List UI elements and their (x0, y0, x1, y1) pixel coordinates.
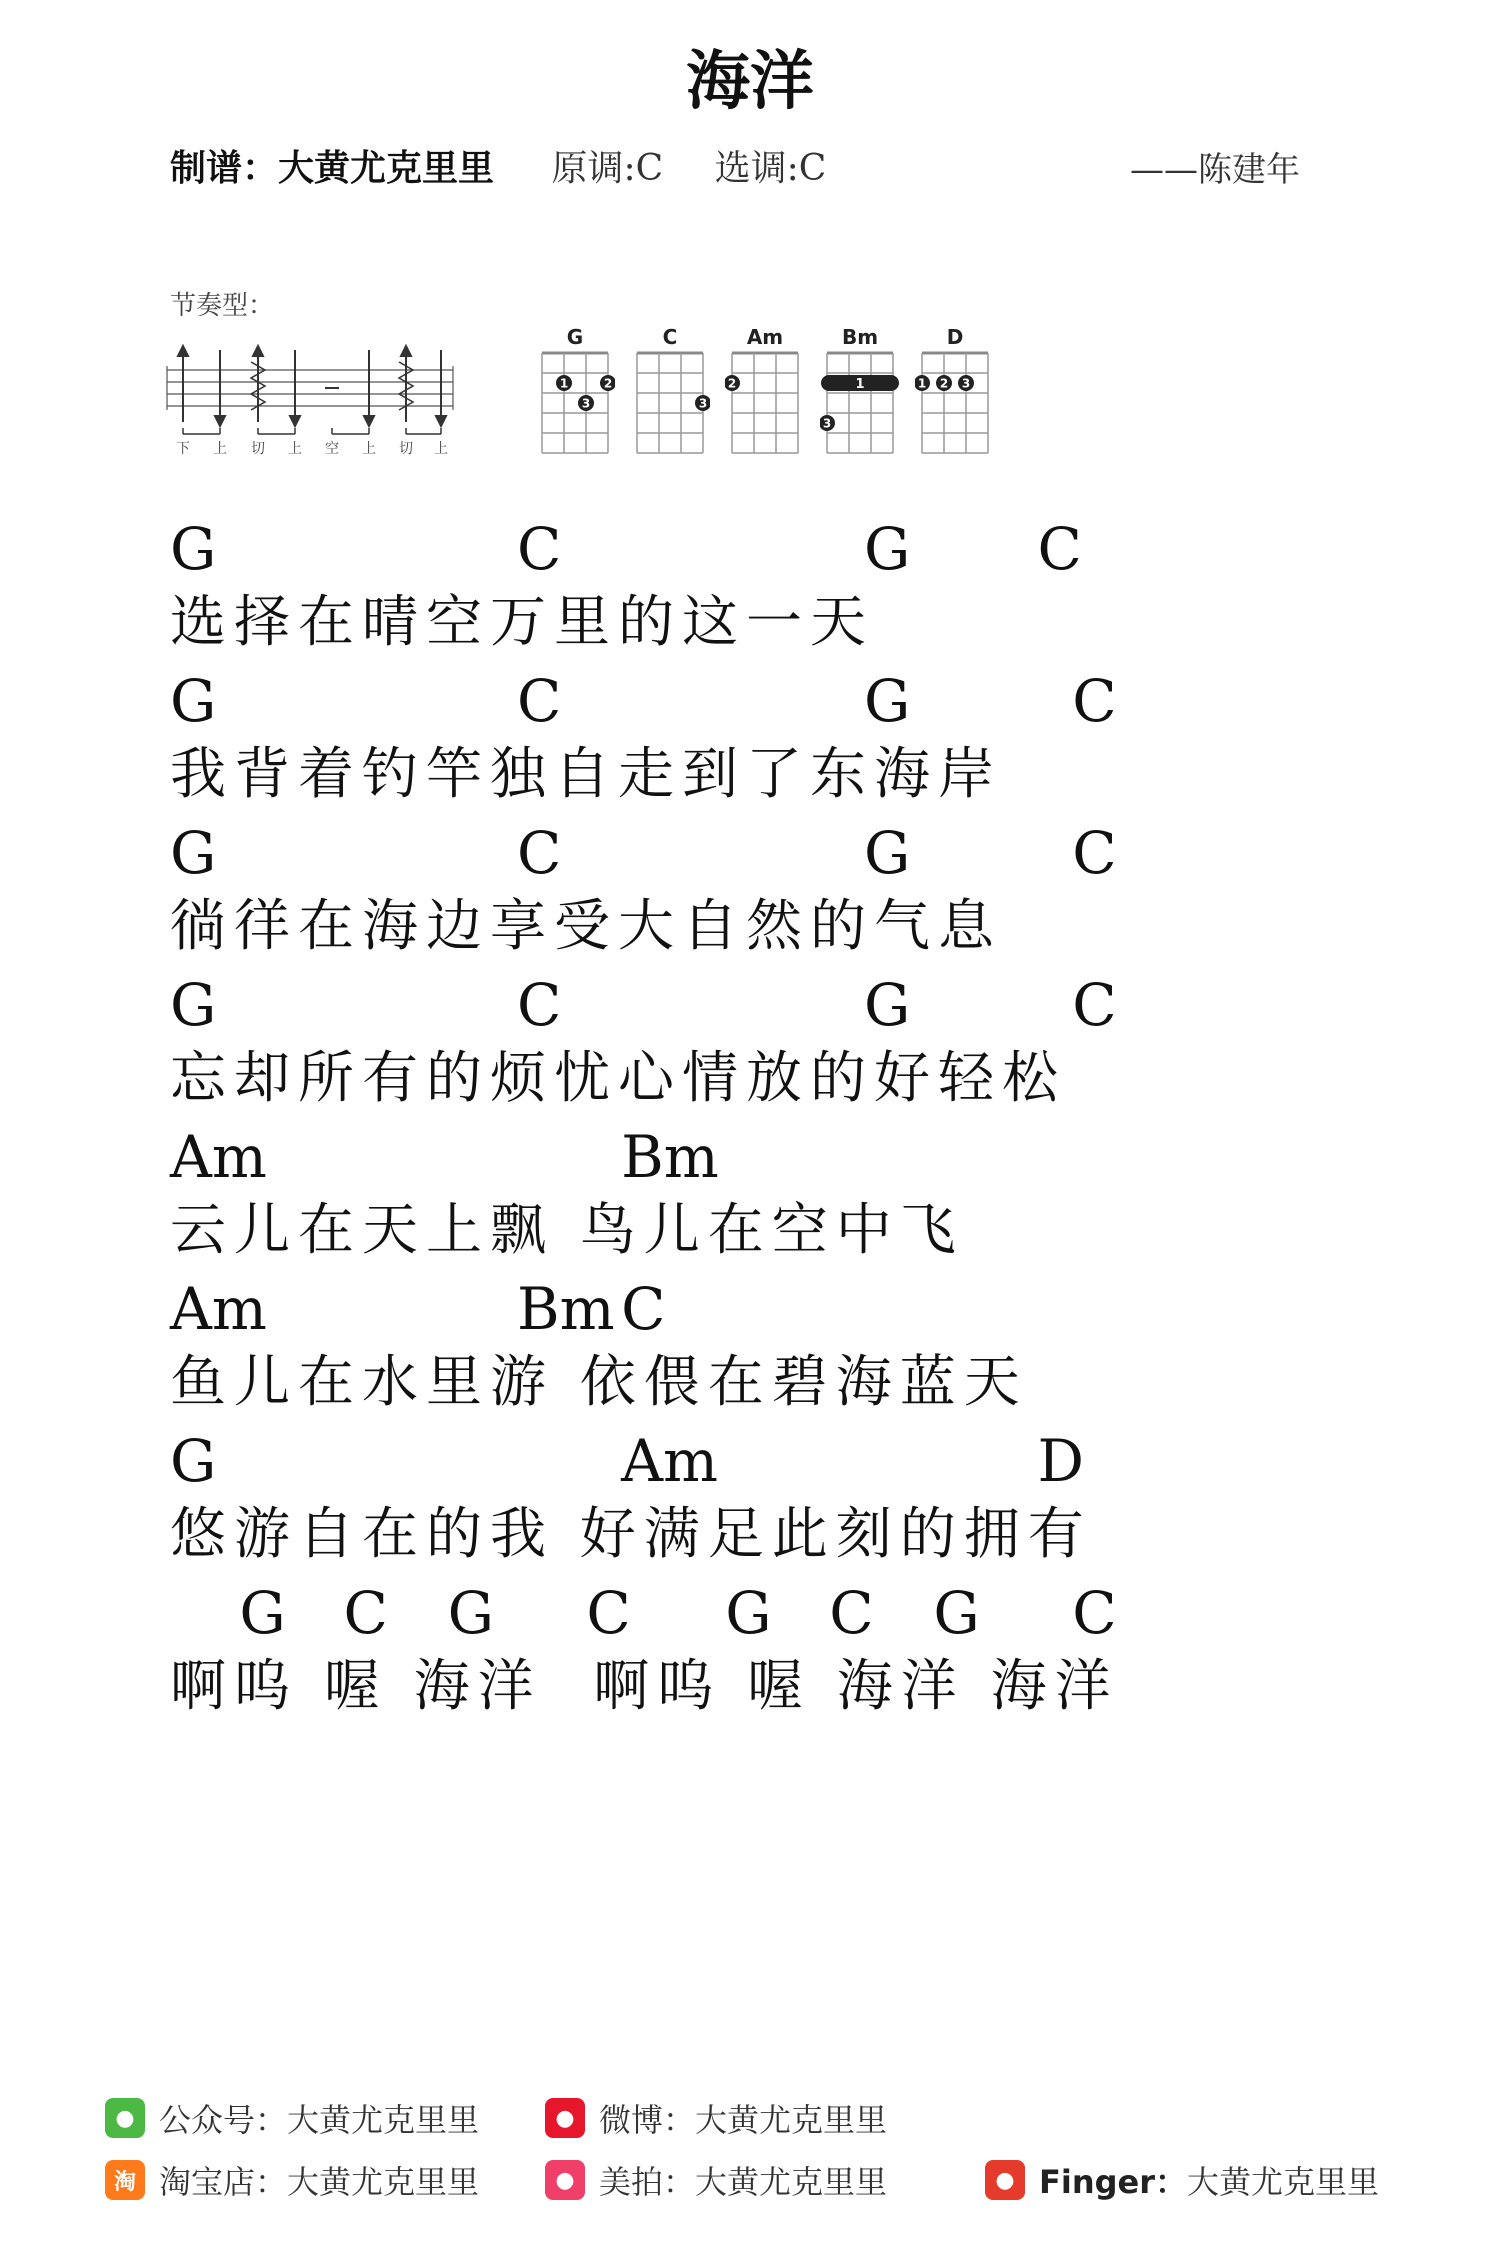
social-handle: 大黄尤克里里 (695, 2101, 888, 2139)
lyric-line: 啊呜 喔 海洋 啊呜 喔 海洋 海洋 (170, 1654, 1119, 1719)
rhythm-step: 上 (362, 441, 376, 457)
artist: ——陈建年 (1130, 150, 1300, 190)
chord-name: Bm (841, 325, 879, 349)
chord-symbol: C (1072, 819, 1117, 887)
footer-social-links (105, 2095, 1405, 2225)
chord-symbol: G (170, 1427, 217, 1495)
chord-diagram (630, 325, 710, 460)
chord-symbol: C (1072, 971, 1117, 1039)
song-title: 海洋 (686, 45, 814, 119)
chord-symbol: Am (170, 1123, 267, 1191)
chord-symbol: G (864, 971, 911, 1039)
rhythm-step: 上 (213, 441, 227, 457)
chord-symbol: C (517, 667, 562, 735)
fretboard-grid (915, 349, 995, 461)
fretboard-grid (630, 349, 710, 461)
rhythm-label: 节奏型： (170, 291, 275, 321)
chord-diagram (820, 325, 900, 460)
chord-sheet (170, 515, 1370, 1731)
chord-symbol: G (933, 1579, 980, 1647)
chord-symbol: C (1037, 515, 1082, 583)
social-handle: 大黄尤克里里 (695, 2163, 888, 2201)
social-handle: 大黄尤克里里 (1187, 2163, 1380, 2201)
chord-line (170, 1579, 1370, 1647)
rhythm-step: 下 (176, 441, 190, 457)
meipai-icon: ● (545, 2160, 585, 2200)
chord-symbol: C (1072, 667, 1117, 735)
chord-symbol: D (1037, 1427, 1085, 1495)
taobao-icon: 淘 (105, 2160, 145, 2200)
chord-symbol: C (517, 819, 562, 887)
social-label: Finger： (1039, 2163, 1188, 2201)
social-label: 公众号： (159, 2101, 288, 2139)
chord-name: G (566, 325, 584, 349)
chord-symbol: G (864, 667, 911, 735)
lyric-line: 鱼儿在水里游 依偎在碧海蓝天 (170, 1350, 1028, 1415)
lyric-line: 悠游自在的我 好满足此刻的拥有 (170, 1502, 1092, 1567)
finger-number: 2 (939, 376, 949, 391)
finger-number: 2 (603, 376, 613, 391)
rhythm-step: 上 (434, 441, 448, 457)
social-link[interactable] (105, 2157, 479, 2203)
chord-symbol: G (447, 1579, 494, 1647)
finger-number: 3 (822, 416, 832, 431)
chord-symbol: C (621, 1275, 666, 1343)
chosen-key: 选调:C (714, 148, 827, 189)
rhythm-step: 上 (288, 441, 302, 457)
lyric-line: 忘却所有的烦忧心情放的好轻松 (170, 1046, 1066, 1111)
chord-symbol: Am (170, 1275, 267, 1343)
chord-symbol: C (517, 971, 562, 1039)
rhythm-step: 切 (251, 441, 265, 457)
social-link[interactable] (985, 2157, 1379, 2203)
chord-diagram (725, 325, 805, 460)
original-key: 原调:C (551, 148, 664, 189)
finger-number: 1 (855, 377, 865, 392)
wechat-icon: ● (105, 2098, 145, 2138)
finger-number: 1 (559, 376, 569, 391)
social-handle: 大黄尤克里里 (287, 2163, 480, 2201)
social-link[interactable] (545, 2095, 887, 2141)
chord-symbol: G (864, 515, 911, 583)
finger-number: 1 (917, 376, 927, 391)
chord-diagram (915, 325, 995, 460)
lyric-line: 我背着钓竿独自走到了东海岸 (170, 742, 1002, 807)
fretboard-grid (725, 349, 805, 461)
social-label: 微博： (599, 2101, 696, 2139)
chord-symbol: Am (621, 1427, 718, 1495)
chord-name: Am (746, 325, 784, 349)
finger-number: 3 (698, 396, 708, 411)
chord-line (170, 1123, 1370, 1191)
social-label: 美拍： (599, 2163, 696, 2201)
chord-symbol: C (343, 1579, 388, 1647)
chord-name: C (662, 325, 678, 349)
finger-number: 2 (727, 376, 737, 391)
social-link[interactable] (105, 2095, 479, 2141)
chord-symbol: C (586, 1579, 631, 1647)
arranger: 制谱：大黄尤克里里 (170, 148, 495, 189)
social-handle: 大黄尤克里里 (287, 2101, 480, 2139)
fretboard-grid (535, 349, 615, 461)
rhythm-step: 空 (325, 441, 339, 457)
chord-line (170, 515, 1370, 583)
finger-number: 3 (961, 376, 971, 391)
chord-symbol: C (829, 1579, 874, 1647)
chord-line (170, 819, 1370, 887)
chord-line (170, 1427, 1370, 1495)
chord-diagram (535, 325, 615, 460)
chord-name: D (946, 325, 964, 349)
chord-symbol: G (170, 971, 217, 1039)
chord-symbol: Bm (621, 1123, 719, 1191)
rhythm-steps (165, 438, 455, 462)
chord-symbol: Bm (517, 1275, 615, 1343)
finger-number: 3 (581, 396, 591, 411)
chord-symbol: G (239, 1579, 286, 1647)
chord-line (170, 1275, 1370, 1343)
chord-symbol: G (864, 819, 911, 887)
weibo-icon: ● (545, 2098, 585, 2138)
chord-symbol: G (170, 819, 217, 887)
social-link[interactable] (545, 2157, 887, 2203)
chord-line (170, 971, 1370, 1039)
lyric-line: 选择在晴空万里的这一天 (170, 590, 874, 655)
chord-line (170, 667, 1370, 735)
chord-symbol: G (725, 1579, 772, 1647)
lyric-line: 云儿在天上飘 鸟儿在空中飞 (170, 1198, 964, 1263)
social-label: 淘宝店： (159, 2163, 288, 2201)
lyric-line: 徜徉在海边享受大自然的气息 (170, 894, 1002, 959)
rhythm-step: 切 (399, 441, 413, 457)
chord-symbol: C (1072, 1579, 1117, 1647)
finger-icon: ● (985, 2160, 1025, 2200)
song-meta (170, 140, 866, 191)
fretboard-grid (820, 349, 900, 461)
chord-symbol: G (170, 515, 217, 583)
chord-symbol: G (170, 667, 217, 735)
chord-symbol: C (517, 515, 562, 583)
